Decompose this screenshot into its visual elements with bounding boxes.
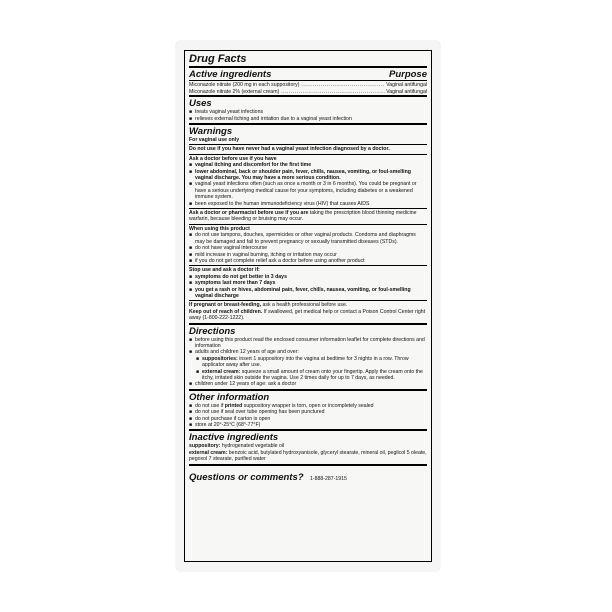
active-ingredients-heading: Active ingredients: [189, 69, 272, 80]
inactive-ingredients-heading: Inactive ingredients: [189, 432, 279, 444]
bullet-icon: ■: [189, 115, 193, 122]
inactive-suppository: suppository: hydrogenated vegetable oil: [189, 443, 285, 450]
bullet-icon: ■: [189, 251, 193, 258]
stop-use-block: [189, 265, 427, 299]
warnings-section: [189, 123, 427, 323]
other-information-item: ■ do not use if printed suppository wrapper is torn, open or incompletely sealed: [189, 402, 374, 409]
purpose-heading: Purpose: [388, 69, 427, 80]
active-ingredient-purpose: Vaginal antifungal: [386, 88, 427, 95]
active-ingredient-row: [189, 89, 427, 96]
bullet-icon: ■: [189, 349, 193, 356]
inactive-ingredients-section: [189, 429, 427, 463]
ask-doctor-item: ■ vaginal yeast infections often (such as once a month or 3 in 6 months). You could be pregnant or have a serious underlying medical cause for your symptoms, including diabetes or a weakened immune system.: [189, 181, 417, 201]
when-using-item: ■ if you do not get complete relief ask a doctor before using another product: [189, 257, 365, 264]
active-ingredient-row: [189, 82, 427, 89]
bullet-icon: ■: [196, 355, 200, 362]
uses-item: ■ treats vaginal yeast infections: [189, 109, 264, 116]
bullet-icon: ■: [189, 257, 193, 264]
ask-doctor-item: ■ been exposed to the human immunodeficiency virus (HIV) that causes AIDS: [189, 200, 370, 207]
when-using-heading: When using this product: [189, 225, 250, 232]
when-using-block: [189, 224, 427, 264]
bullet-icon: ■: [189, 409, 193, 416]
bullet-icon: ■: [196, 368, 200, 375]
ask-doctor-item: ■ vaginal itching and discomfort for the first time: [189, 162, 312, 169]
ask-doctor-block: [189, 154, 427, 207]
stop-use-heading: Stop use and ask a doctor if:: [189, 267, 260, 274]
drug-facts-title: Drug Facts: [189, 53, 427, 68]
bullet-icon: ■: [189, 336, 193, 343]
other-information-item: ■ do not use if seal over tube opening has been punctured: [189, 409, 325, 416]
active-ingredient-name: Miconazole nitrate (200 mg in each suppository) .....: [189, 82, 385, 89]
directions-cream-item: ■ external cream: squeeze a small amount of cream onto your fingertip. Apply the cream onto the itchy, irritated skin outside the vagina. Use 2 times daily for up to 7 days, as needed.: [196, 368, 423, 381]
directions-item: ■ children under 12 years of age: ask a doctor: [189, 381, 297, 388]
stop-use-item: ■ symptoms last more than 7 days: [189, 280, 276, 287]
stop-use-item: ■ symptoms do not get better in 3 days: [189, 273, 287, 280]
bullet-icon: ■: [189, 286, 193, 293]
when-using-item: ■ mild increase in vaginal burning, itching or irritation may occur: [189, 251, 337, 258]
other-information-item: ■ store at 20°-25°C (68°-77°F): [189, 422, 261, 429]
directions-item: ■ adults and children 12 years of age and over:: [189, 349, 299, 356]
questions-phone: 1-888-287-1915: [310, 475, 347, 482]
bullet-icon: ■: [189, 162, 193, 169]
other-information-section: [189, 389, 427, 430]
bullet-icon: ■: [189, 245, 193, 252]
ask-pharmacist-block: Ask a doctor or pharmacist before use if you are taking the prescription blood thinning medicine warfarin, because bleeding or bruising may occur.: [189, 208, 427, 223]
active-ingredient-purpose: Vaginal antifungal: [386, 82, 427, 88]
do-not-use-warning: Do not use if you have never had a vaginal yeast infection diagnosed by a doctor.: [189, 144, 427, 152]
inactive-cream: external cream: benzoic acid, butylated hydroxyanisole, glyceryl stearate, mineral oil, peglicol 5 oleate, pegoxol 7 stearate, purified water: [189, 449, 427, 463]
directions-suppository-item: ■ suppositories: insert 1 suppository into the vagina at bedtime for 3 nights in a row. Throw applicator away after use.: [196, 355, 409, 369]
drug-facts-panel: [184, 50, 432, 562]
bullet-icon: ■: [189, 415, 193, 422]
bullet-icon: ■: [189, 109, 193, 116]
bullet-icon: ■: [189, 200, 193, 207]
uses-item: ■ relieves external itching and irritation due to a vaginal yeast infection: [189, 115, 352, 122]
questions-heading: Questions or comments?: [189, 471, 304, 483]
bullet-icon: ■: [189, 402, 193, 409]
active-ingredients-section: [189, 68, 427, 95]
when-using-item: ■ do not have vaginal intercourse: [189, 245, 268, 252]
bullet-icon: ■: [189, 422, 193, 429]
bullet-icon: ■: [189, 381, 193, 388]
ask-doctor-heading: Ask a doctor before use if you have: [189, 155, 277, 162]
uses-heading: Uses: [189, 98, 212, 110]
bullet-icon: ■: [189, 273, 193, 280]
bullet-icon: ■: [189, 181, 193, 188]
directions-section: [189, 323, 427, 389]
ask-doctor-item: ■ lower abdominal, back or shoulder pain, fever, chills, nausea, vomiting, or foul-smelling vaginal discharge. You may have a more serious condition.: [189, 168, 411, 182]
bullet-icon: ■: [189, 232, 193, 239]
vaginal-use-only: For vaginal use only: [189, 137, 240, 143]
stop-use-item: ■ you get a rash or hives, abdominal pain, fever, chills, nausea, vomiting, or foul-smelling vaginal discharge: [189, 286, 411, 299]
pregnancy-warning: If pregnant or breast-feeding, ask a health professional before use.: [189, 300, 427, 308]
uses-section: [189, 95, 427, 123]
when-using-item: ■ do not use tampons, douches, spermicides or other vaginal products. Condoms and diaphragms may be damaged and fail to prevent pregnancy or sexually transmitted diseases (STDs).: [189, 232, 416, 245]
warnings-heading: Warnings: [189, 126, 233, 137]
bullet-icon: ■: [189, 168, 193, 175]
directions-heading: Directions: [189, 325, 236, 337]
directions-item: ■ before using this product read the enclosed consumer information leaflet for complete directions and information: [189, 336, 425, 349]
active-ingredient-name: Miconazole nitrate 2% (external cream) .....: [189, 89, 385, 96]
questions-section: [189, 464, 427, 486]
other-information-item: ■ do not purchase if carton is open: [189, 415, 271, 422]
bullet-icon: ■: [189, 280, 193, 287]
keep-out-of-reach-warning: Keep out of reach of children. If swallowed, get medical help or contact a Poison Control Center right away (1-800-222-1222).: [189, 308, 426, 322]
active-ingredients-header-row: [189, 69, 427, 81]
other-information-heading: Other information: [189, 391, 270, 403]
